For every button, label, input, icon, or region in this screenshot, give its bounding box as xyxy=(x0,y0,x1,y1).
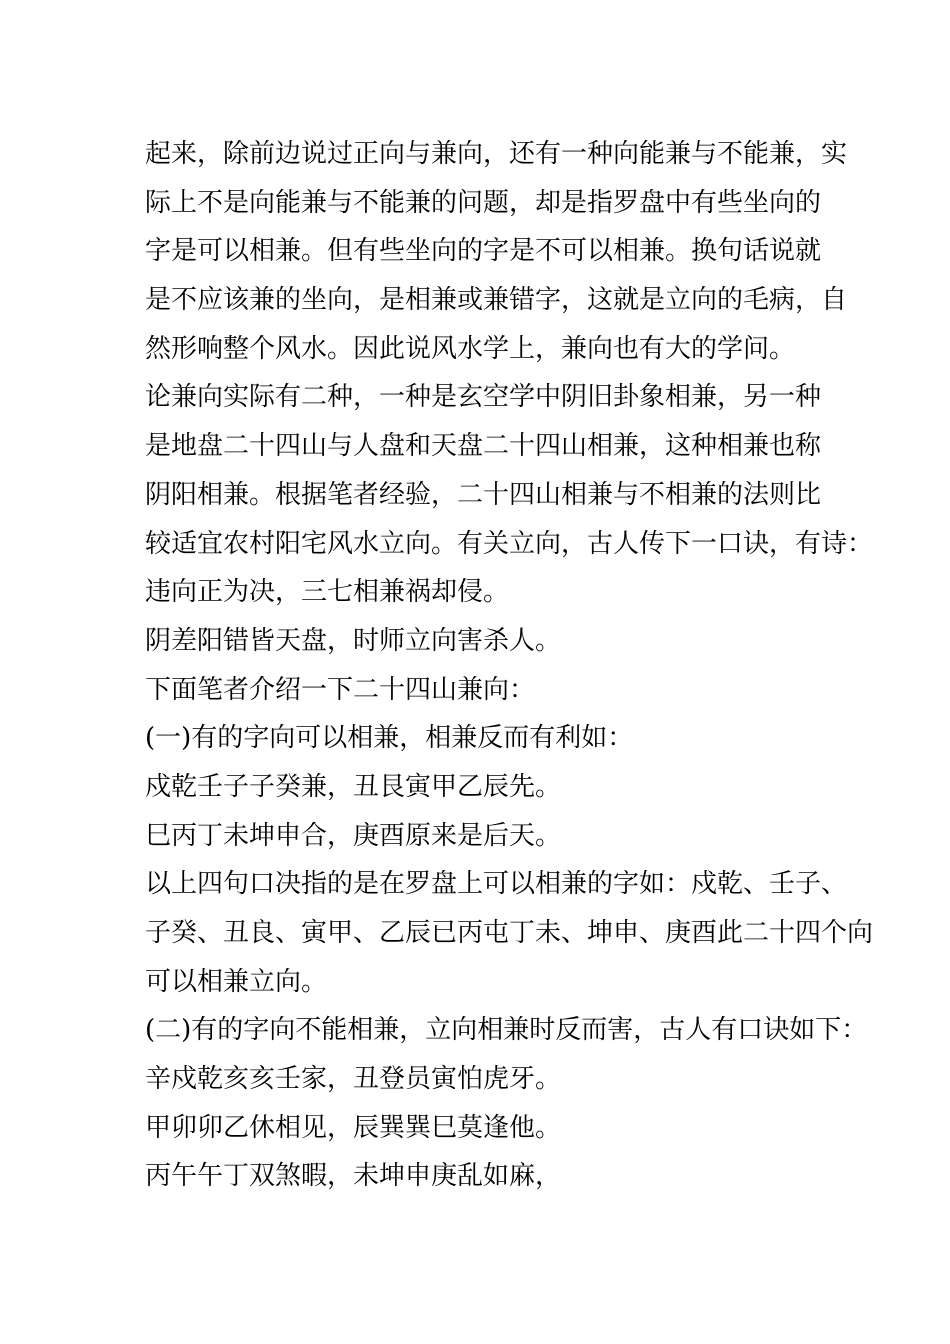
text-line: 论兼向实际有二种，一种是玄空学中阴旧卦象相兼，另一种 xyxy=(145,382,822,413)
text-line: 然形响整个风水。因此说风水学上，兼向也有大的学问。 xyxy=(145,333,796,364)
text-line: (一)有的字向可以相兼，相兼反而有利如： xyxy=(145,723,634,754)
text-line: 违向正为决，三七相兼祸却侵。 xyxy=(145,577,510,608)
text-line: 字是可以相兼。但有些坐向的字是不可以相兼。换句话说就 xyxy=(145,236,822,267)
text-line: 辛戍乾亥亥壬家，丑登员寅怕虎牙。 xyxy=(145,1064,562,1095)
text-line: 可以相兼立向。 xyxy=(145,966,328,997)
document-body xyxy=(145,130,874,1201)
text-line: (二)有的字向不能相兼，立向相兼时反而害，古人有口诀如下： xyxy=(145,1015,868,1046)
text-line: 阴阳相兼。根据笔者经验，二十四山相兼与不相兼的法则比 xyxy=(145,479,822,510)
text-line: 子癸、丑良、寅甲、乙辰已丙屯丁未、坤申、庚酉此二十四个向 xyxy=(145,918,874,948)
text-line: 阴差阳错皆天盘，时师立向害杀人。 xyxy=(145,625,562,656)
text-line: 以上四句口决指的是在罗盘上可以相兼的字如：戍乾、壬子、 xyxy=(145,869,848,900)
text-line: 较适宜农村阳宅风水立向。有关立向，古人传下一口诀，有诗： xyxy=(145,528,874,559)
text-line: 是不应该兼的坐向，是相兼或兼错字，这就是立向的毛病，自 xyxy=(145,285,848,316)
text-line: 是地盘二十四山与人盘和天盘二十四山相兼，这种相兼也称 xyxy=(145,431,822,462)
text-line: 际上不是向能兼与不能兼的问题，却是指罗盘中有些坐向的 xyxy=(145,187,822,218)
text-line: 起来，除前边说过正向与兼向，还有一种向能兼与不能兼，实 xyxy=(145,139,848,169)
text-line: 甲卯卯乙休相见，辰巽巽巳莫逢他。 xyxy=(145,1112,562,1143)
text-line: 下面笔者介绍一下二十四山兼向： xyxy=(145,674,536,705)
text-line: 巳丙丁未坤申合，庚酉原来是后天。 xyxy=(145,820,562,851)
text-line: 戍乾壬子子癸兼，丑艮寅甲乙辰先。 xyxy=(145,771,562,802)
text-line: 丙午午丁双煞暇，未坤申庚乱如麻， xyxy=(145,1161,562,1192)
